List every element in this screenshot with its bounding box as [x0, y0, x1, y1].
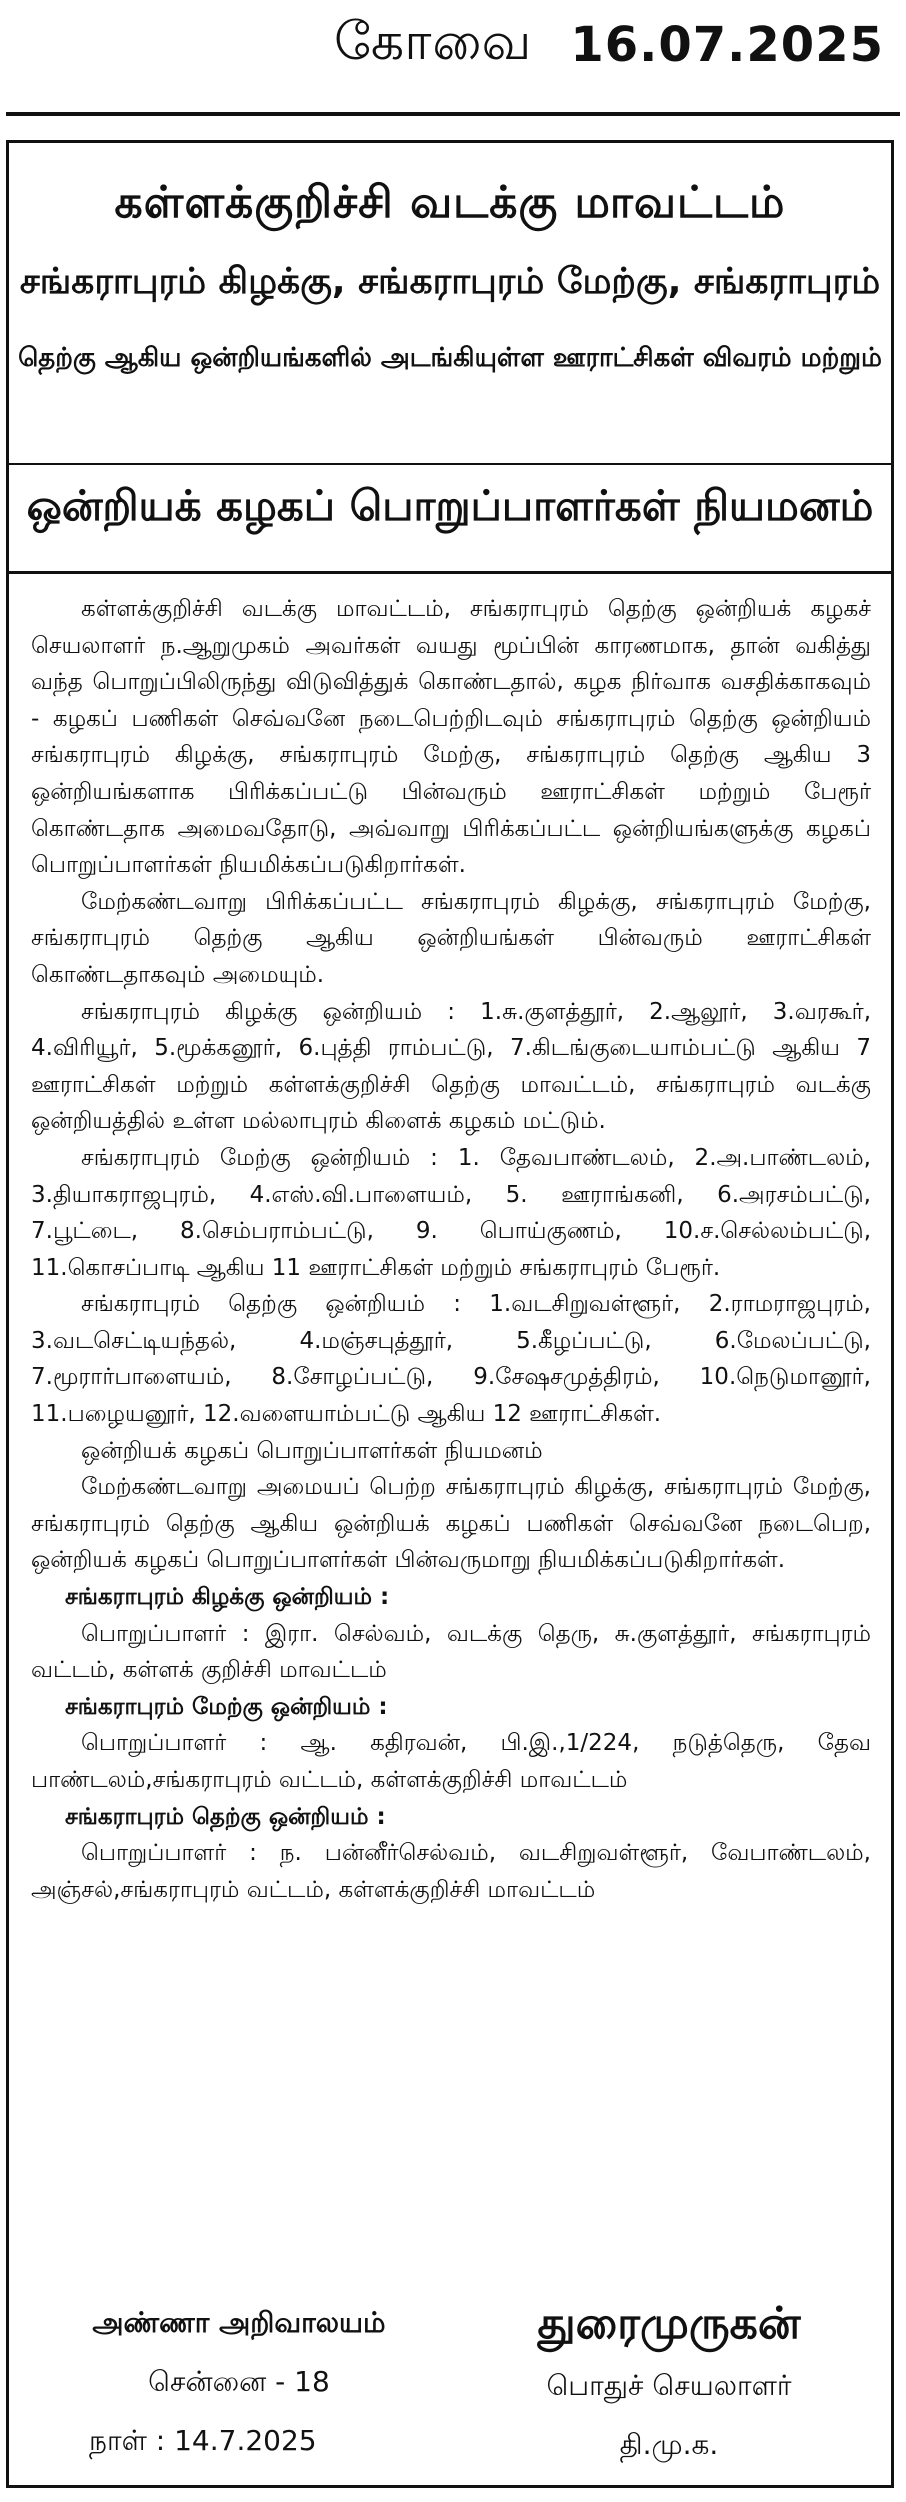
masthead [0, 0, 906, 90]
west-union-incharge: பொறுப்பாளர் : ஆ. கதிரவன், பி.இ.,1/224, நடுத்தெரு, தேவ பாண்டலம்,சங்கராபுரம் வட்டம், கள்ளக்குறிச்சி மாவட்டம் [31, 1730, 871, 1793]
title-divider [9, 463, 891, 465]
title-block [9, 143, 891, 573]
title-appointment: ஒன்றியக் கழகப் பொறுப்பாளர்கள் நியமனம் [26, 481, 874, 530]
title-bottom-rule [9, 571, 891, 574]
subheading-appointments: ஒன்றியக் கழகப் பொறுப்பாளர்கள் நியமனம் [81, 1437, 543, 1464]
signatory-name: துரைமுருகன் [537, 2298, 801, 2349]
office-name: அண்ணா அறிவாலயம் [92, 2306, 386, 2339]
east-union-incharge: பொறுப்பாளர் : இரா. செல்வம், வடக்கு தெரு, சு.குளத்தூர், சங்கராபுரம் வட்டம், கள்ளக் குறிச்சி மாவட்டம் [31, 1620, 871, 1684]
issuing-office [49, 2298, 429, 2461]
office-city: சென்னை - 18 [148, 2365, 330, 2398]
issue-date: நாள் : 14.7.2025 [89, 2424, 317, 2457]
party-name: தி.மு.க. [619, 2428, 719, 2461]
title-unions: சங்கராபுரம் கிழக்கு, சங்கராபுரம் மேற்கு, சங்கராபுரம் [19, 261, 881, 302]
paragraph-south-villages: சங்கராபுரம் தெற்கு ஒன்றியம் : 1.வடசிறுவள்ளூர், 2.ராமராஜபுரம், 3.வடசெட்டியந்தல், 4.மஞ்சபுத்தூர், 5.கீழப்பட்டு, 6.மேலப்பட்டு, 7.மூரார்பாளையம், 8.சோழப்பட்டு, 9.சேஷசமுத்திரம், 10.நெடுமானூர், 11.பழையனூர், 12.வளையாம்பட்டு ஆகிய 12 ஊராட்சிகள். [31, 1291, 871, 1428]
paragraph-west-villages: சங்கராபுரம் மேற்கு ஒன்றியம் : 1. தேவபாண்டலம், 2.அ.பாண்டலம், 3.தியாகராஜபுரம், 4.எஸ்.வி.பாளையம், 5. ஊராங்கனி, 6.அரசம்பட்டு, 7.பூட்டை, 8.செம்பராம்பட்டு, 9. பொய்குணம், 10.ச.செல்லம்பட்டு, 11.கொசப்பாடி ஆகிய 11 ஊராட்சிகள் மற்றும் சங்கராபுரம் பேரூர். [31, 1144, 871, 1281]
paragraph-intro: கள்ளக்குறிச்சி வடக்கு மாவட்டம், சங்கராபுரம் தெற்கு ஒன்றியக் கழகச் செயலாளர் ந.ஆறுமுகம் அவர்கள் வயது மூப்பின் காரணமாக, தான் வகித்து வந்த பொறுப்பிலிருந்து விடுவித்துக் கொண்டதால், கழக நிர்வாக வசதிக்காகவும் - கழகப் பணிகள் செவ்வனே நடைபெற்றிடவும் சங்கராபுரம் தெற்கு ஒன்றியம் சங்கராபுரம் கிழக்கு, சங்கராபுரம் மேற்கு, சங்கராபுரம் தெற்கு ஆகிய 3 ஒன்றியங்களாக பிரிக்கப்பட்டு பின்வரும் ஊராட்சிகள் மற்றும் பேரூர் கொண்டதாக அமைவதோடு, அவ்வாறு பிரிக்கப்பட்ட ஒன்றியங்களுக்கு கழகப் பொறுப்பாளர்கள் நியமிக்கப்படுகிறார்கள். [31, 596, 871, 879]
announcement-box [6, 140, 894, 2488]
title-details: தெற்கு ஆகிய ஒன்றியங்களில் அடங்கியுள்ள ஊராட்சிகள் விவரம் மற்றும் [18, 343, 882, 373]
south-union-heading: சங்கராபுரம் தெற்கு ஒன்றியம் : [65, 1803, 386, 1830]
south-union-incharge: பொறுப்பாளர் : ந. பன்னீர்செல்வம், வடசிறுவள்ளூர், வேபாண்டலம், அஞ்சல்,சங்கராபுரம் வட்டம், கள்ளக்குறிச்சி மாவட்டம் [31, 1840, 871, 1903]
signatory [469, 2298, 869, 2465]
paragraph-east-villages: சங்கராபுரம் கிழக்கு ஒன்றியம் : 1.சு.குளத்தூர், 2.ஆலூர், 3.வரகூர், 4.விரியூர், 5.மூக்கனூர், 6.புத்தி ராம்பட்டு, 7.கிடங்குடையாம்பட்டு ஆகிய 7 ஊராட்சிகள் மற்றும் கள்ளக்குறிச்சி தெற்கு மாவட்டம், சங்கராபுரம் வடக்கு ஒன்றியத்தில் உள்ள மல்லாபுரம் கிளைக் கழகம் மட்டும். [31, 998, 871, 1135]
signatory-designation: பொதுச் செயலாளர் [546, 2369, 792, 2402]
paragraph-appointments: மேற்கண்டவாறு அமையப் பெற்ற சங்கராபுரம் கிழக்கு, சங்கராபுரம் மேற்கு, சங்கராபுரம் தெற்கு ஆகிய ஒன்றியக் கழகப் பணிகள் செவ்வனே நடைபெற, ஒன்றியக் கழகப் பொறுப்பாளர்கள் பின்வருமாறு நியமிக்கப்படுகிறார்கள். [31, 1474, 871, 1574]
masthead-rule [6, 112, 900, 116]
title-district: கள்ளக்குறிச்சி வடக்கு மாவட்டம் [114, 177, 786, 228]
east-union-heading: சங்கராபுரம் கிழக்கு ஒன்றியம் : [65, 1584, 390, 1611]
paragraph-division: மேற்கண்டவாறு பிரிக்கப்பட்ட சங்கராபுரம் கிழக்கு, சங்கராபுரம் மேற்கு, சங்கராபுரம் தெற்கு ஆகிய ஒன்றியங்கள் பின்வரும் ஊராட்சிகள் கொண்டதாகவும் அமையும். [31, 888, 871, 988]
masthead-city: கோவை [334, 11, 533, 72]
announcement-body [31, 591, 871, 1908]
masthead-date: 16.07.2025 [570, 17, 884, 73]
west-union-heading: சங்கராபுரம் மேற்கு ஒன்றியம் : [65, 1693, 388, 1720]
signature-block [9, 2298, 891, 2478]
